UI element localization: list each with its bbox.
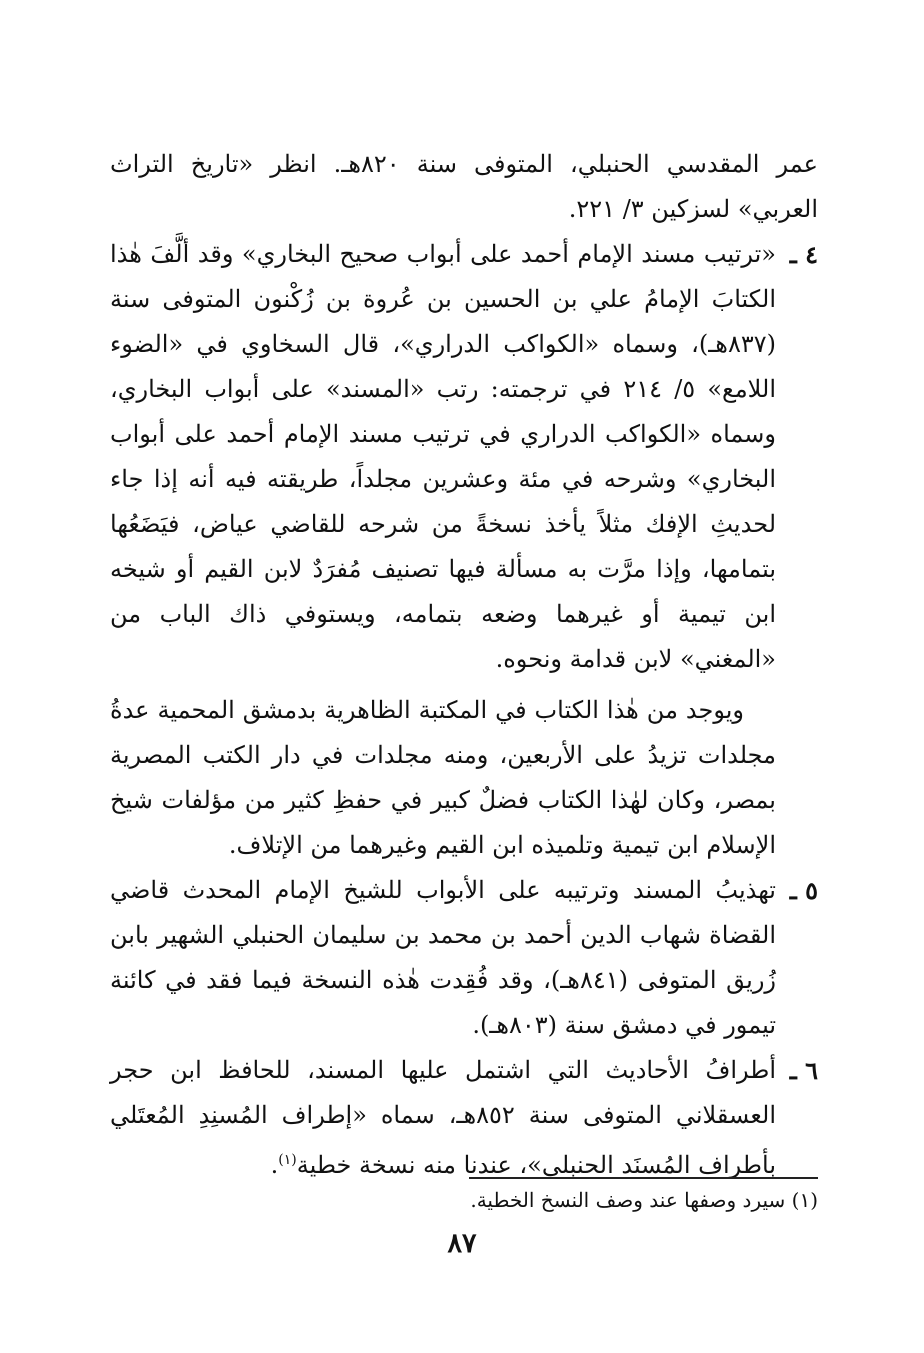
- list-item-6: [110, 1048, 818, 1188]
- item-number: ٤ ـ: [789, 240, 818, 269]
- intro-paragraph: عمر المقدسي الحنبلي، المتوفى سنة ٨٢٠هـ. انظر «تاريخ التراث العربي» لسزكين ٣/ ٢٢١.: [110, 150, 818, 223]
- list-item-4: [110, 232, 818, 682]
- item-6-body: أطرافُ الأحاديث التي اشتمل عليها المسند، للحافظ ابن حجر العسقلاني المتوفى سنة ٨٥٢هـ، سماه «إطراف المُسنِدِ المُعتَلي بأطراف المُسنَد الحنبلي»، عندنا منه نسخة خطية: [110, 1056, 776, 1179]
- main-text: [110, 142, 818, 1188]
- item-text: [110, 1048, 776, 1188]
- footnote-divider: [469, 1177, 818, 1179]
- list-item-5: [110, 868, 818, 1048]
- item-text: تهذيبُ المسند وترتيبه على الأبواب للشيخ الإمام المحدث قاضي القضاة شهاب الدين أحمد بن محمد بن سليمان الحنبلي الشهير بابن زُريق المتوفى (٨٤١هـ)، وقد فُقِدت هٰذه النسخة فيما فقد في كائنة تيمور في دمشق سنة (٨٠٣هـ).: [110, 876, 777, 1039]
- footnote: (١) سيرد وصفها عند وصف النسخ الخطية.: [470, 1188, 818, 1212]
- sentence-end: .: [270, 1151, 279, 1179]
- item-number: ٥ ـ: [789, 876, 818, 905]
- footnote-reference[interactable]: (١): [278, 1152, 297, 1168]
- item-4-continuation: ويوجد من هٰذا الكتاب في المكتبة الظاهرية بدمشق المحمية عدةُ مجلدات تزيدُ على الأربعين، ومنه مجلدات في دار الكتب المصرية بمصر، وكان لهٰذا الكتاب فضلٌ كبير في حفظِ كثير من مؤلفات شيخ الإسلام ابن تيمية وتلميذه ابن القيم وغيرهما من الإتلاف.: [110, 696, 776, 859]
- page-number: ٨٧: [447, 1228, 477, 1259]
- item-text: «ترتيب مسند الإمام أحمد على أبواب صحيح البخاري» وقد ألَّفَ هٰذا الكتابَ الإمامُ علي بن الحسين بن عُروة بن زُكْنون المتوفى سنة (٨٣٧هـ)، وسماه «الكواكب الدراري»، قال السخاوي في «الضوء اللامع» ٥/ ٢١٤ في ترجمته: رتب «المسند» على أبواب البخاري، وسماه «الكواكب الدراري في ترتيب مسند الإمام أحمد على أبواب البخاري» وشرحه في مئة وعشرين مجلداً، طريقته فيه أنه إذا جاء لحديثِ الإفك مثلاً يأخذ نسخةً من شرحه للقاضي عياض، فيَضَعُها بتمامها، وإذا مرَّت به مسألة فيها تصنيف مُفرَدٌ لابن القيم أو شيخه ابن تيمية أو غيرهما وضعه بتمامه، ويستوفي ذاك الباب من «المغني» لابن قدامة ونحوه.: [110, 240, 777, 673]
- item-number: ٦ ـ: [789, 1056, 818, 1085]
